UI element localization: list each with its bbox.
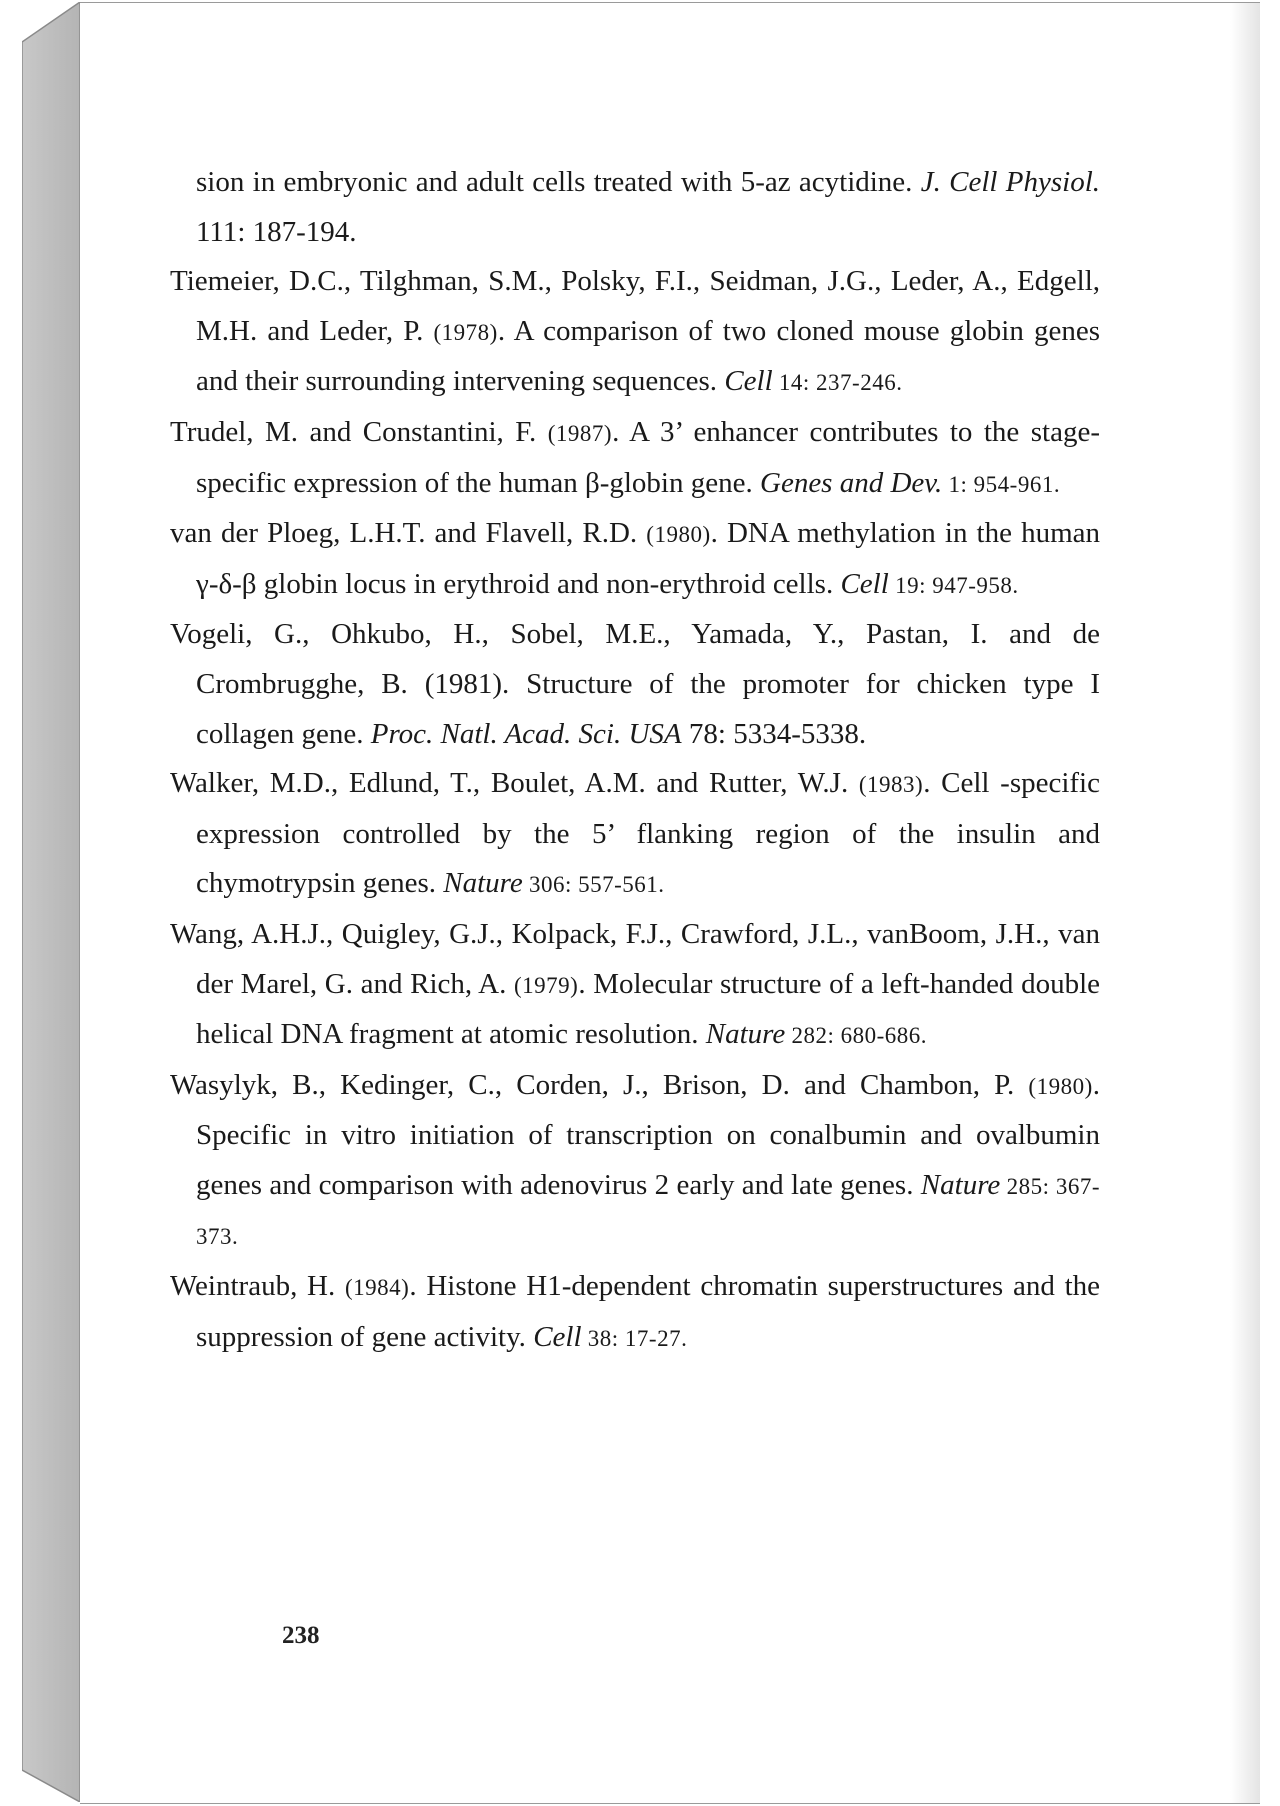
page-edge-shadow (1230, 3, 1260, 1803)
reference-entry: Wang, A.H.J., Quigley, G.J., Kolpack, F.J., Crawford, J.L., vanBoom, J.H., van der Marel, G. and Rich, A. (1979). Molecular structure of a left-handed double helical DNA fragment at atomic resolution. Nature 282: 680-686. (170, 917, 1100, 1051)
reference-entry: Weintraub, H. (1984). Histone H1-dependent chromatin superstructures and the suppression of gene activity. Cell 38: 17-27. (170, 1270, 1100, 1353)
page-number: 238 (282, 1622, 320, 1649)
book-spine (22, 2, 80, 1802)
reference-entry: Walker, M.D., Edlund, T., Boulet, A.M. and Rutter, W.J. (1983). Cell -specific expression controlled by the 5’ flanking region of the insulin and chymotrypsin genes. Nature 306: 557-561. (170, 767, 1100, 900)
reference-entry: Tiemeier, D.C., Tilghman, S.M., Polsky, F.I., Seidman, J.G., Leder, A., Edgell, M.H. and Leder, P. (1978). A comparison of two cloned mouse globin genes and their surrounding intervening sequences. Cell 14: 237-246. (170, 265, 1100, 398)
reference-list (170, 158, 1100, 1363)
reference-entry: sion in embryonic and adult cells treated with 5-az acytidine. J. Cell Physiol. 111: 187-194. (196, 166, 1101, 248)
reference-entry: Trudel, M. and Constantini, F. (1987). A 3’ enhancer contributes to the stage-specific expression of the human β-globin gene. Genes and Dev. 1: 954-961. (170, 415, 1100, 499)
reference-entry: van der Ploeg, L.H.T. and Flavell, R.D. (1980). DNA methylation in the human γ-δ-β globin locus in erythroid and non-erythroid cells. Cell 19: 947-958. (170, 517, 1100, 600)
book-spine-shape (22, 2, 80, 1802)
reference-entry: Wasylyk, B., Kedinger, C., Corden, J., Brison, D. and Chambon, P. (1980). Specific in vitro initiation of transcription on conalbumin and ovalbumin genes and comparison with adenovirus 2 early and late genes. Nature 285: 367-373. (170, 1068, 1100, 1250)
reference-entry: Vogeli, G., Ohkubo, H., Sobel, M.E., Yamada, Y., Pastan, I. and de Crombrugghe, B. (1981). Structure of the promoter for chicken type I collagen gene. Proc. Natl. Acad. Sci. USA 78: 5334-5338. (170, 618, 1100, 750)
